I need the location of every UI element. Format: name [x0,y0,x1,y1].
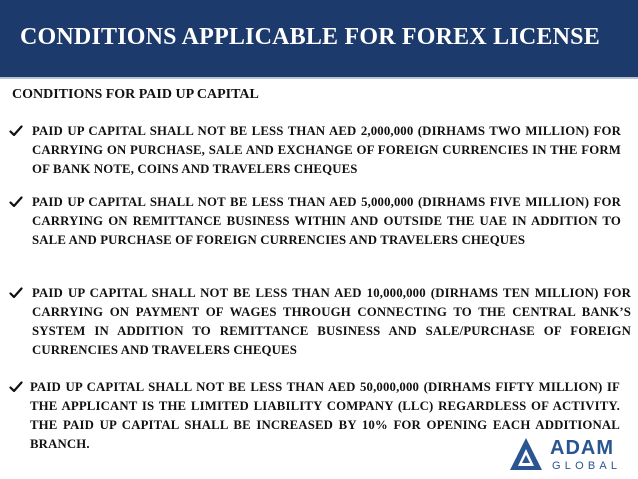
check-icon [9,195,23,209]
check-icon [9,380,23,394]
check-icon [9,124,23,138]
adam-global-logo [508,436,634,476]
bullet-item [9,284,631,360]
bullet-text: PAID UP CAPITAL SHALL NOT BE LESS THAN AED 10,000,000 (DIRHAMS TEN MILLION) FOR CARRYING ON PAYMENT OF WAGES THROUGH CONNECTING TO THE CENTRAL BANK’S SYSTEM IN ADDITION TO REMITTANCE BUSINESS AND SALE/PURCHASE OF FOREIGN CURRENCIES AND TRAVELERS CHEQUES [32,286,631,357]
bullet-text: PAID UP CAPITAL SHALL NOT BE LESS THAN AED 50,000,000 (DIRHAMS FIFTY MILLION) IF THE APPLICANT IS THE LIMITED LIABILITY COMPANY (LLC) REGARDLESS OF ACTIVITY. THE PAID UP CAPITAL SHALL BE INCREASED BY 10% FOR OPENING EACH ADDITIONAL BRANCH. [30,380,620,451]
page-title: CONDITIONS APPLICABLE FOR FOREX LICENSE [20,24,600,50]
logo-name: ADAM [550,437,614,459]
bullet-text: PAID UP CAPITAL SHALL NOT BE LESS THAN AED 2,000,000 (DIRHAMS TWO MILLION) FOR CARRYING ON PURCHASE, SALE AND EXCHANGE OF FOREIGN CURRENCIES IN THE FORM OF BANK NOTE, COINS AND TRAVELERS CHEQUES [32,124,621,176]
bullet-item [9,193,621,250]
section-subtitle: CONDITIONS FOR PAID UP CAPITAL [12,87,259,102]
bullet-item [9,122,621,179]
adam-triangle-logo-icon [508,436,544,472]
title-banner [0,0,638,79]
logo-subname: GLOBAL [552,460,622,472]
check-icon [9,286,23,300]
bullet-text: PAID UP CAPITAL SHALL NOT BE LESS THAN AED 5,000,000 (DIRHAMS FIVE MILLION) FOR CARRYING ON REMITTANCE BUSINESS WITHIN AND OUTSIDE THE UAE IN ADDITION TO SALE AND PURCHASE OF FOREIGN CURRENCIES AND TRAVELERS CHEQUES [32,195,621,247]
